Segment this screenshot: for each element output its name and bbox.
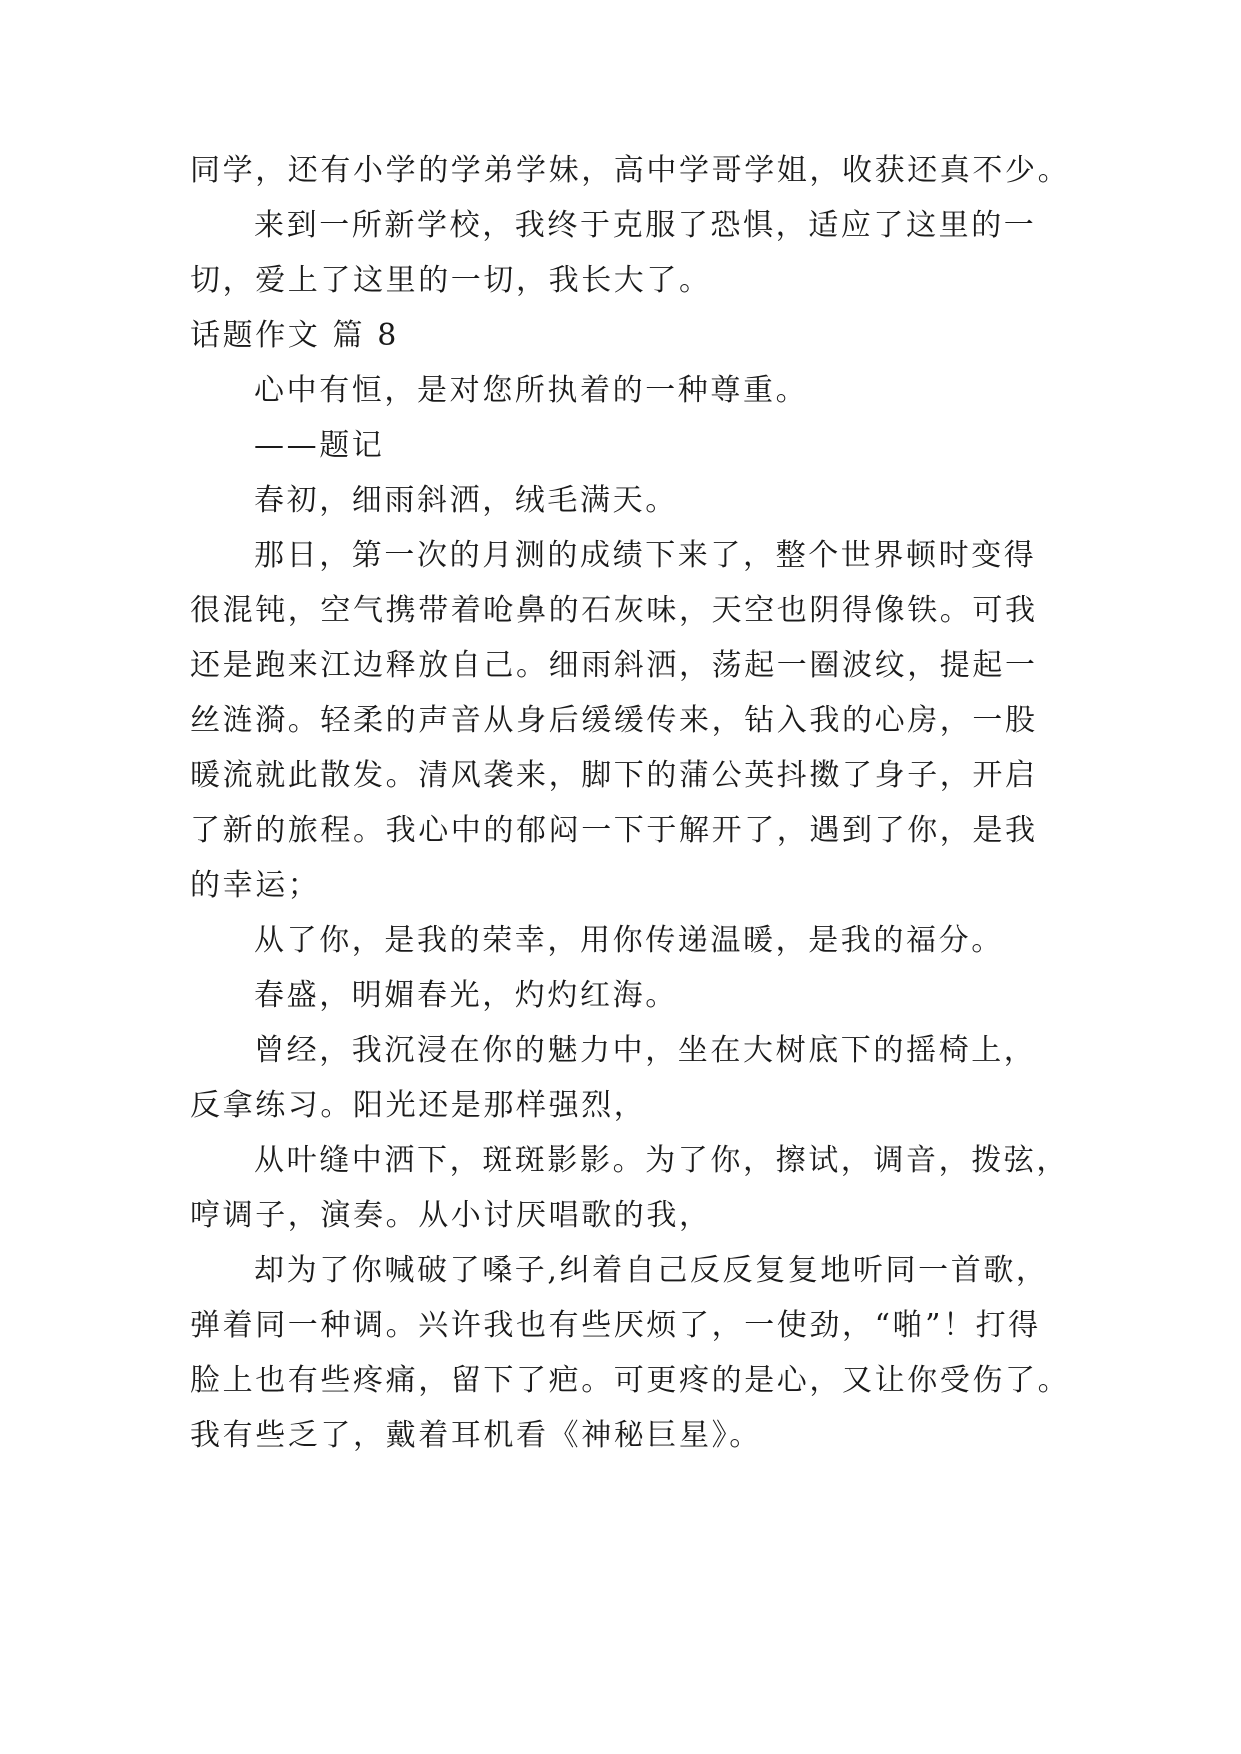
text-line: 春盛，明媚春光，灼灼红海。 — [254, 978, 678, 1013]
text-line: 却为了你喊破了嗓子,纠着自己反反复复地听同一首歌， — [254, 1253, 1049, 1288]
text-line: 还是跑来江边释放自己。细雨斜洒，荡起一圈波纹，提起一 — [190, 648, 1038, 683]
text-line: 从叶缝中洒下，斑斑影影。为了你，擦试，调音，拨弦， — [254, 1143, 1069, 1178]
text-line: 同学，还有小学的学弟学妹，高中学哥学姐，收获还真不少。 — [190, 153, 1071, 188]
text-line: 来到一所新学校，我终于克服了恐惧，适应了这里的一 — [254, 208, 1037, 243]
text-line: 哼调子，演奏。从小讨厌唱歌的我， — [190, 1198, 712, 1233]
text-line: 暖流就此散发。清风袭来，脚下的蒲公英抖擞了身子，开启 — [190, 758, 1038, 793]
text-line: 曾经，我沉浸在你的魅力中，坐在大树底下的摇椅上， — [254, 1033, 1037, 1068]
text-line: 切，爱上了这里的一切，我长大了。 — [190, 263, 712, 298]
text-line: 春初，细雨斜洒，绒毛满天。 — [254, 483, 678, 518]
text-line: 了新的旅程。我心中的郁闷一下于解开了，遇到了你，是我 — [190, 813, 1038, 848]
text-line: 弹着同一种调。兴许我也有些厌烦了，一使劲，“啪”！打得 — [190, 1308, 1041, 1343]
text-line: 反拿练习。阳光还是那样强烈， — [190, 1088, 647, 1123]
text-line: 我有些乏了，戴着耳机看《神秘巨星》。 — [190, 1418, 762, 1453]
text-line: 从了你，是我的荣幸，用你传递温暖，是我的福分。 — [254, 923, 1004, 958]
text-line: 丝涟漪。轻柔的声音从身后缓缓传来，钻入我的心房，一股 — [190, 703, 1038, 738]
text-line: 心中有恒，是对您所执着的一种尊重。 — [254, 373, 809, 408]
text-line: 很混钝，空气携带着呛鼻的石灰味，天空也阴得像铁。可我 — [190, 593, 1038, 628]
text-line: ——题记 — [254, 428, 385, 463]
section-heading: 话题作文 篇 8 — [190, 318, 399, 353]
text-line: 那日，第一次的月测的成绩下来了，整个世界顿时变得 — [254, 538, 1037, 573]
text-line: 脸上也有些疼痛，留下了疤。可更疼的是心，又让你受伤了。 — [190, 1363, 1071, 1398]
text-line: 的幸运； — [190, 868, 321, 903]
